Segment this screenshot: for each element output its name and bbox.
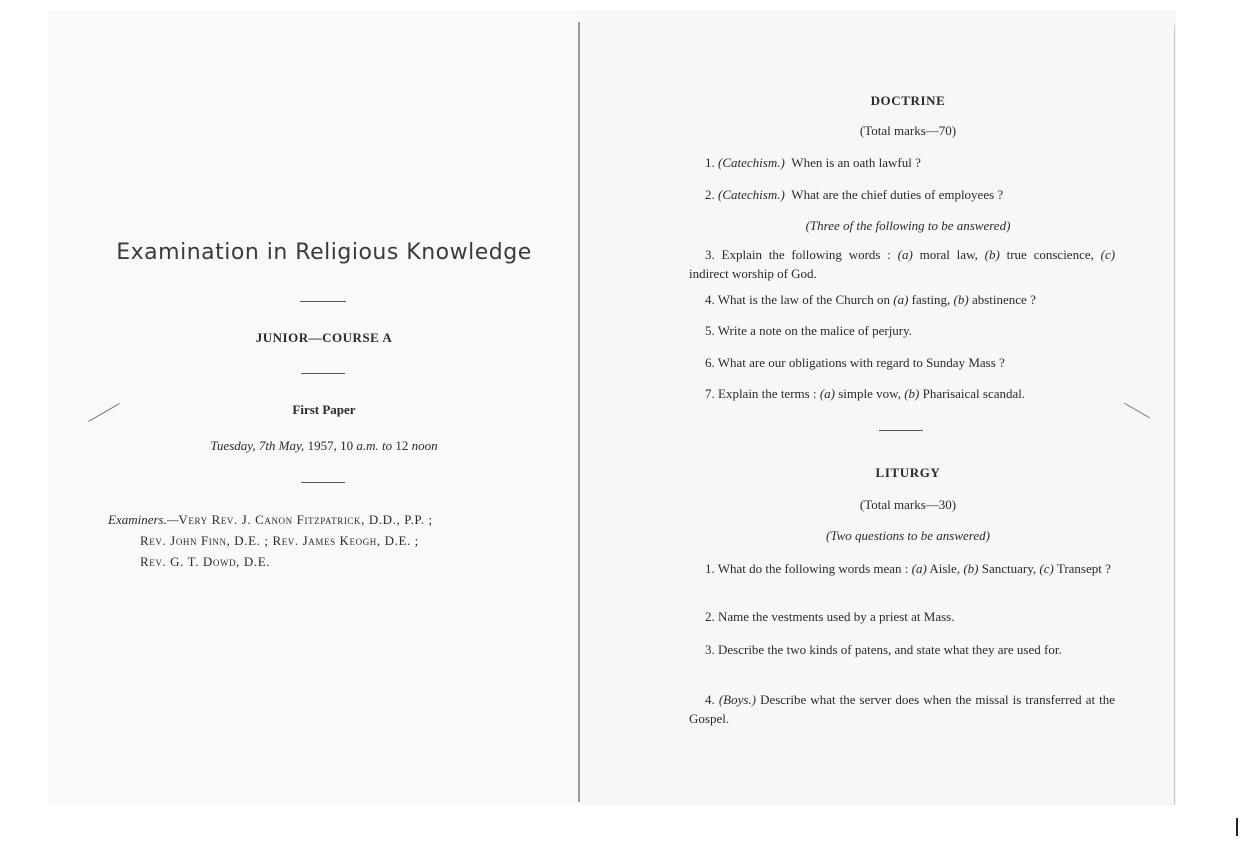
question-text: moral law, (919, 247, 978, 262)
question-tag: (Boys.) (718, 692, 756, 707)
examiners-line-2: Rev. John Finn, D.E. ; Rev. James Keogh, D.E. ; (140, 533, 419, 548)
option-marker: (c) (1100, 247, 1116, 262)
date-am: a.m. (356, 438, 379, 453)
doctrine-question-7 (705, 386, 1125, 402)
question-text: What are the chief duties of employees ? (791, 187, 1004, 202)
question-tag: (Catechism.) (718, 187, 785, 202)
liturgy-heading: LITURGY (875, 465, 941, 480)
examiners-line-3: Rev. G. T. Dowd, D.E. (140, 554, 271, 569)
scan-mark (1236, 818, 1238, 836)
question-text: 1. What do the following words mean : (705, 561, 909, 576)
doctrine-question-5: 5. Write a note on the malice of perjury. (705, 323, 913, 338)
divider (301, 373, 345, 374)
question-number: 1. (705, 155, 715, 170)
option-marker: (a) (893, 292, 909, 307)
question-text: Aisle, (929, 561, 961, 576)
question-text: Describe what the server does when the missal is transferred at the Gospel. (689, 692, 1116, 726)
page-edge (1174, 25, 1175, 805)
question-tag: (Catechism.) (718, 155, 785, 170)
liturgy-question-3: 3. Describe the two kinds of patens, and state what they are used for. (705, 642, 1062, 657)
liturgy-question-1 (689, 559, 1115, 578)
divider (879, 430, 923, 431)
option-marker: (a) (897, 247, 913, 262)
doctrine-marks: (Total marks—70) (859, 123, 957, 138)
question-text: fasting, (911, 292, 951, 307)
divider (300, 301, 346, 302)
exam-title: Examination in Religious Knowledge (116, 240, 532, 265)
divider (301, 482, 345, 483)
liturgy-instruction (580, 528, 1236, 544)
liturgy-question-4 (689, 690, 1115, 728)
option-marker: (b) (904, 386, 920, 401)
doctrine-question-3 (689, 245, 1115, 283)
question-text: abstinence ? (971, 292, 1036, 307)
question-text: Transept ? (1056, 561, 1111, 576)
question-text: simple vow, (838, 386, 901, 401)
question-text: Pharisaical scandal. (922, 386, 1026, 401)
examiners-line-1 (108, 509, 548, 530)
doctrine-question-6: 6. What are our obligations with regard to Sunday Mass ? (705, 355, 1005, 370)
doctrine-heading: DOCTRINE (870, 93, 946, 108)
question-text: true conscience, (1006, 247, 1094, 262)
question-text: 3. Explain the following words : (705, 247, 891, 262)
liturgy-question-2: 2. Name the vestments used by a priest at Mass. (705, 609, 955, 624)
option-marker: (b) (953, 292, 969, 307)
option-marker: (a) (911, 561, 927, 576)
date-year: 1957, 10 (307, 438, 354, 453)
doctrine-question-1 (705, 155, 1125, 171)
question-text: When is an oath lawful ? (791, 155, 921, 170)
option-marker: (b) (963, 561, 979, 576)
examiners-label: Examiners.— (108, 512, 179, 527)
instruction-text: (Two questions to be answered) (826, 528, 990, 543)
date-to: to (381, 438, 393, 453)
date-twelve: 12 (395, 438, 409, 453)
question-text: indirect worship of God. (689, 266, 817, 281)
date-noon: noon (411, 438, 438, 453)
option-marker: (a) (819, 386, 835, 401)
paper-heading: First Paper (292, 402, 356, 417)
doctrine-instruction (580, 218, 1236, 234)
question-number: 2. (705, 187, 715, 202)
instruction-text: (Three of the following to be answered) (805, 218, 1011, 233)
examiners-names-1: Very Rev. J. Canon Fitzpatrick, D.D., P.P. ; (178, 512, 433, 527)
question-text: 7. Explain the terms : (705, 386, 817, 401)
examiners-block (108, 509, 548, 572)
date-day: Tuesday, 7th May, (210, 438, 305, 453)
exam-date (48, 438, 600, 454)
question-text: 4. What is the law of the Church on (705, 292, 890, 307)
doctrine-question-2 (705, 187, 1125, 203)
question-number: 4. (705, 692, 715, 707)
liturgy-marks: (Total marks—30) (859, 497, 957, 512)
question-text: Sanctuary, (981, 561, 1037, 576)
doctrine-question-4 (705, 292, 1125, 308)
option-marker: (b) (984, 247, 1000, 262)
course-heading: JUNIOR—COURSE A (255, 330, 393, 345)
option-marker: (c) (1039, 561, 1054, 576)
